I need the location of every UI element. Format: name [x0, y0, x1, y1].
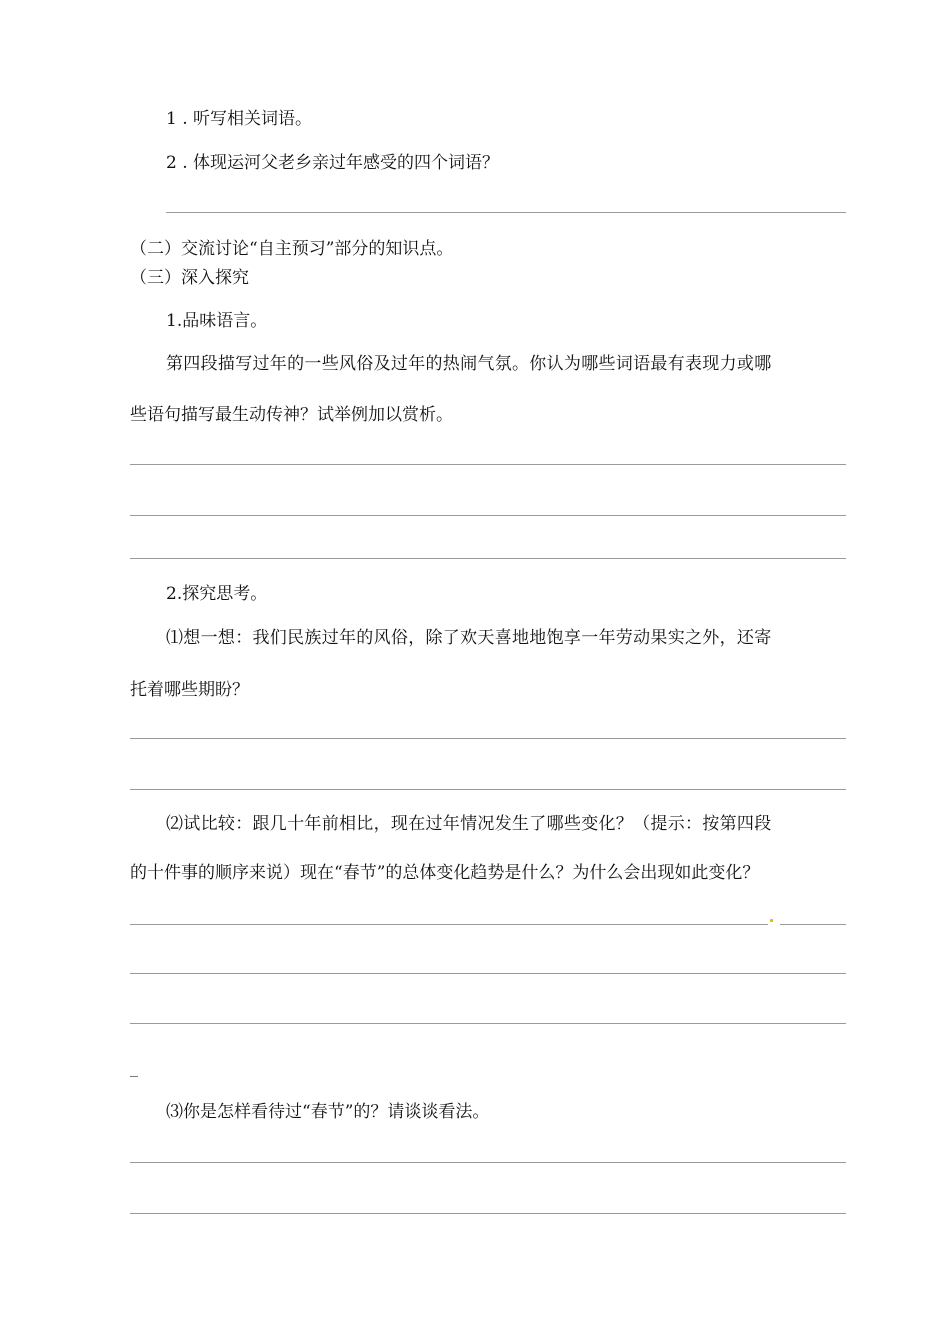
section-2-heading: （二）交流讨论“自主预习”部分的知识点。 — [130, 239, 454, 259]
answer-line[interactable] — [130, 973, 846, 974]
stray-mark — [770, 919, 773, 922]
answer-line[interactable] — [130, 558, 846, 559]
answer-line[interactable] — [130, 738, 846, 739]
part-2-question-3: ⑶你是怎样看待过“春节”的？请谈谈看法。 — [166, 1102, 490, 1122]
answer-line[interactable] — [166, 212, 846, 213]
answer-line[interactable] — [130, 515, 846, 516]
answer-line[interactable] — [130, 924, 768, 925]
answer-line[interactable] — [130, 789, 846, 790]
answer-line[interactable] — [130, 464, 846, 465]
part-2-question-1-line-1: ⑴想一想：我们民族过年的风俗，除了欢天喜地地饱享一年劳动果实之外，还寄 — [166, 628, 772, 648]
part-2-title: 2.探究思考。 — [166, 584, 268, 604]
part-1-question-line-2: 些语句描写最生动传神？试举例加以赏析。 — [130, 405, 453, 425]
part-1-title: 1.品味语言。 — [166, 311, 268, 331]
answer-line[interactable] — [130, 1213, 846, 1214]
part-2-question-2-line-1: ⑵试比较：跟几十年前相比，现在过年情况发生了哪些变化？（提示：按第四段 — [166, 814, 772, 834]
answer-line[interactable] — [780, 924, 846, 925]
part-2-question-2-line-2: 的十件事的顺序来说）现在“春节”的总体变化趋势是什么？为什么会出现如此变化？ — [130, 863, 760, 883]
section-3-heading: （三）深入探究 — [130, 268, 249, 288]
stray-mark — [130, 1076, 138, 1077]
answer-line[interactable] — [130, 1023, 846, 1024]
question-2: 2 . 体现运河父老乡亲过年感受的四个词语？ — [166, 153, 500, 173]
question-1: 1 . 听写相关词语。 — [166, 109, 313, 129]
answer-line[interactable] — [130, 1162, 846, 1163]
part-1-question-line-1: 第四段描写过年的一些风俗及过年的热闹气氛。你认为哪些词语最有表现力或哪 — [166, 354, 772, 374]
part-2-question-1-line-2: 托着哪些期盼？ — [130, 680, 249, 700]
